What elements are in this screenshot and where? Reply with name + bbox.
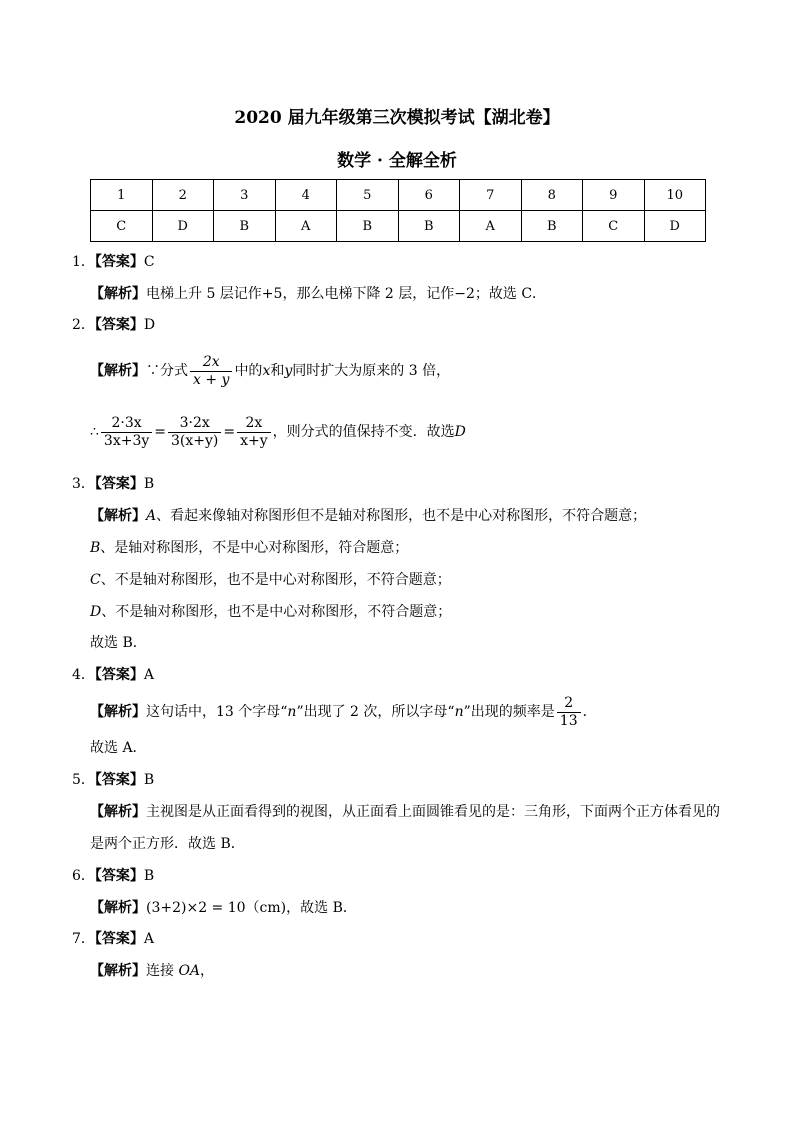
fraction	[168, 415, 221, 450]
question-number: 3．	[72, 476, 95, 492]
answer-tag: 【答案】	[94, 317, 144, 333]
table-cell: 5	[337, 180, 399, 211]
answer-tag: 【答案】	[94, 476, 144, 492]
table-cell: 2	[152, 180, 214, 211]
analysis-text: 、看起来像轴对称图形但不是轴对称图形，也不是中心对称图形，不符合题意；	[156, 508, 647, 524]
answer-value: B	[143, 868, 155, 884]
analysis-text: ，	[200, 963, 215, 979]
table-cell: 10	[644, 180, 706, 211]
answer-table-answer-row	[91, 211, 706, 242]
q6-analysis-line	[90, 898, 357, 918]
table-cell: A	[460, 211, 522, 242]
q1-analysis-line	[90, 284, 546, 304]
answer-value: A	[143, 931, 155, 947]
analysis-text: ∵分式	[146, 363, 188, 379]
answer-value: A	[143, 667, 155, 683]
table-cell: C	[91, 211, 153, 242]
page-subtitle: 数学 · 全解全析	[337, 151, 457, 171]
q6-answer-line	[72, 866, 154, 886]
analysis-text: 电梯上升 5 层记作+5，那么电梯下降 2 层，记作−2；故选 C．	[146, 286, 547, 302]
answer-tag: 【答案】	[94, 931, 144, 947]
table-cell: 7	[460, 180, 522, 211]
analysis-text: 、是轴对称图形，不是中心对称图形，符合题意；	[100, 540, 409, 556]
question-number: 7．	[72, 931, 95, 947]
analysis-text: 连接	[146, 963, 179, 979]
q1-answer-line	[72, 252, 155, 272]
table-cell: 6	[398, 180, 460, 211]
option-label: D	[90, 604, 102, 620]
q3-analysis-line-c	[90, 570, 451, 590]
answer-tag: 【答案】	[94, 868, 144, 884]
table-cell: B	[337, 211, 399, 242]
question-number: 6．	[72, 868, 95, 884]
table-cell: A	[275, 211, 337, 242]
q3-analysis-line-a	[90, 506, 646, 526]
fraction-denominator: x+y	[240, 432, 268, 449]
table-cell: D	[152, 211, 214, 242]
fraction-numerator: 3·2x	[168, 415, 221, 433]
q4-conclusion: 故选 A．	[90, 740, 147, 756]
fraction-numerator: 2·3x	[101, 415, 152, 433]
fraction-numerator: 2	[557, 695, 581, 713]
q4-analysis-line	[90, 693, 597, 731]
q2-answer-line	[72, 315, 155, 335]
analysis-text: ”出现的频率是	[463, 704, 555, 720]
analysis-text: (3+2)×2 = 10（cm)，故选 B．	[146, 900, 357, 916]
variable-y: y	[284, 363, 293, 379]
q4-answer-line	[72, 665, 154, 685]
table-cell: 1	[91, 180, 153, 211]
table-cell: 4	[275, 180, 337, 211]
analysis-text: 和	[270, 363, 285, 379]
segment-label: OA	[178, 963, 201, 979]
answer-value: D	[143, 317, 156, 333]
q7-answer-line	[72, 929, 154, 949]
analysis-tag: 【解析】	[90, 704, 146, 720]
analysis-text: 、不是轴对称图形，也不是中心对称图形，不符合题意；	[100, 572, 451, 588]
table-cell: B	[521, 211, 583, 242]
answer-table-number-row	[91, 180, 706, 211]
q2-analysis-line1	[90, 352, 450, 390]
choice-letter: D	[454, 424, 466, 440]
fraction-numerator: 2x	[190, 354, 232, 372]
q5-analysis-line2: 是两个正方形．故选 B．	[90, 836, 245, 852]
analysis-text: 、不是轴对称图形，也不是中心对称图形，不符合题意；	[101, 604, 452, 620]
fraction-numerator: 2x	[237, 415, 271, 433]
variable-x: x	[262, 363, 271, 379]
q5-answer-line	[72, 770, 154, 790]
q3-analysis-line-b	[90, 538, 408, 558]
fraction	[190, 354, 232, 389]
analysis-tag: 【解析】	[90, 804, 146, 820]
equals-sign: =	[154, 424, 167, 440]
question-number: 2．	[72, 317, 95, 333]
answer-table	[90, 179, 706, 242]
table-cell: B	[214, 211, 276, 242]
fraction-denominator: 13	[559, 712, 578, 729]
analysis-text: 这句话中，13 个字母“	[146, 704, 288, 720]
answer-tag: 【答案】	[94, 772, 144, 788]
equals-sign: =	[223, 424, 236, 440]
analysis-tag: 【解析】	[90, 508, 146, 524]
answer-tag: 【答案】	[94, 254, 144, 270]
analysis-text: 中的	[234, 363, 263, 379]
answer-value: B	[143, 772, 155, 788]
question-number: 4．	[72, 667, 95, 683]
answer-value: B	[143, 476, 155, 492]
q5-analysis-line1	[90, 802, 720, 822]
q3-conclusion: 故选 B．	[90, 635, 147, 651]
fraction	[237, 415, 271, 450]
table-cell: 3	[214, 180, 276, 211]
analysis-tag: 【解析】	[90, 900, 146, 916]
answer-value: C	[143, 254, 155, 270]
analysis-tag: 【解析】	[90, 286, 146, 302]
letter-n: n	[454, 704, 464, 720]
q2-analysis-line2	[90, 412, 466, 452]
question-number: 1．	[72, 254, 95, 270]
letter-n: n	[287, 704, 297, 720]
fraction-denominator: x + y	[193, 371, 230, 388]
question-number: 5．	[72, 772, 95, 788]
analysis-text: ”出现了 2 次，所以字母“	[296, 704, 455, 720]
analysis-text: 主视图是从正面看得到的视图，从正面看上面圆锥看见的是：三角形，下面两个正方体看见的	[146, 804, 720, 820]
table-cell: B	[398, 211, 460, 242]
option-label: A	[146, 508, 157, 524]
q3-analysis-line-d	[90, 602, 451, 622]
table-cell: 8	[521, 180, 583, 211]
analysis-text: ．	[582, 704, 597, 720]
table-cell: C	[583, 211, 645, 242]
option-label: B	[90, 540, 101, 556]
q3-answer-line	[72, 474, 154, 494]
fraction-denominator: 3(x+y)	[171, 432, 219, 449]
q7-analysis-line	[90, 961, 214, 981]
option-label: C	[90, 572, 101, 588]
analysis-tag: 【解析】	[90, 363, 146, 379]
fraction	[557, 695, 581, 730]
analysis-tag: 【解析】	[90, 963, 146, 979]
table-cell: 9	[583, 180, 645, 211]
table-cell: D	[644, 211, 706, 242]
therefore-symbol: ∴	[90, 424, 99, 440]
answer-tag: 【答案】	[94, 667, 144, 683]
fraction-denominator: 3x+3y	[103, 432, 150, 449]
analysis-text: 同时扩大为原来的 3 倍，	[292, 363, 451, 379]
page-title: 2020 届九年级第三次模拟考试【湖北卷】	[234, 108, 560, 128]
fraction	[101, 415, 152, 450]
analysis-text: ，则分式的值保持不变．故选	[272, 424, 455, 440]
